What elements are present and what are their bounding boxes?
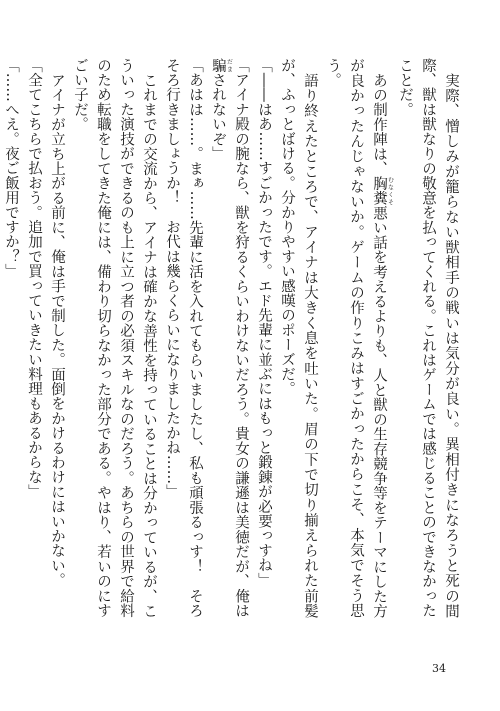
dialogue-4: 「全てこちらで払おう。追加で買っていきたい料理もあるからな」 — [26, 58, 42, 499]
dialogue-2-part-a: 「アイナ殿の腕なら、獣を狩るくらいわけないだろう。貴女の謙遜は美徳だが、俺は — [233, 58, 249, 618]
paragraph-2 — [321, 58, 393, 618]
dialogue-1: 「――はあ……すごかったです。エド先輩に並ぶにはもっと鍛錬が必要っすね」 — [256, 58, 272, 588]
paragraph-2-part-b: 悪い話を考えるよりも、人と獣の生存競争等をテーマにした方が良かったんじゃないか。ゲームの作りこみはすごかったからこそ、本気でそう思う。 — [325, 58, 387, 619]
paragraph-3: 語り終えたところで、アイナは大きく息を吐いた。眉の下で切り揃えられた前髪が、ふっとばける。分かりやすい感嘆のポーズだ。 — [279, 58, 318, 618]
ruby-base-munakuso: 胸糞 — [371, 175, 387, 206]
paragraph-4: これまでの交流から、アイナは確かな善性を持っていることは分かっているが、こういった演技ができるのも上に立つ者の必須スキルなのだろう。あちらの世界で給料のため転職をしてきた俺には、備わり切らなかった部分である。やはり、若いのにすごい子だ。 — [72, 58, 157, 618]
ruby-reading-munakuso: むなくそ — [386, 175, 394, 206]
paragraph-2-part-a: あの制作陣は、 — [371, 72, 387, 176]
ruby-munakuso — [371, 175, 394, 206]
ruby-reading-dama: だま — [225, 58, 233, 73]
dialogue-5: 「……へえ。夜ご飯用ですか？」 — [3, 58, 19, 279]
dialogue-2-part-b: されないぞ」 — [210, 72, 226, 161]
paragraph-5: アイナが立ち上がる前に、俺は手で制した。面倒をかけるわけにはいかない。 — [49, 72, 65, 587]
dialogue-3: 「あはは……。まぁ……先輩に活を入れてもらいましたし、私も頑張るっす！ そろそろ行きましょうか！ お代は幾らくらいになりましたかね……」 — [164, 58, 203, 618]
paragraph-1: 実際、憎しみが籠らない獣相手の戦いは気分が良い。異相付きになろうと死の間際、獣は獣なりの敬意を払ってくれる。これはゲームでは感じることのできなかったことだ。 — [397, 58, 459, 618]
dialogue-2 — [206, 58, 252, 618]
ruby-dama — [210, 58, 233, 73]
ruby-base-dama: 騙 — [210, 58, 226, 73]
vertical-text-body — [3, 58, 462, 619]
page-number: 34 — [432, 662, 446, 675]
